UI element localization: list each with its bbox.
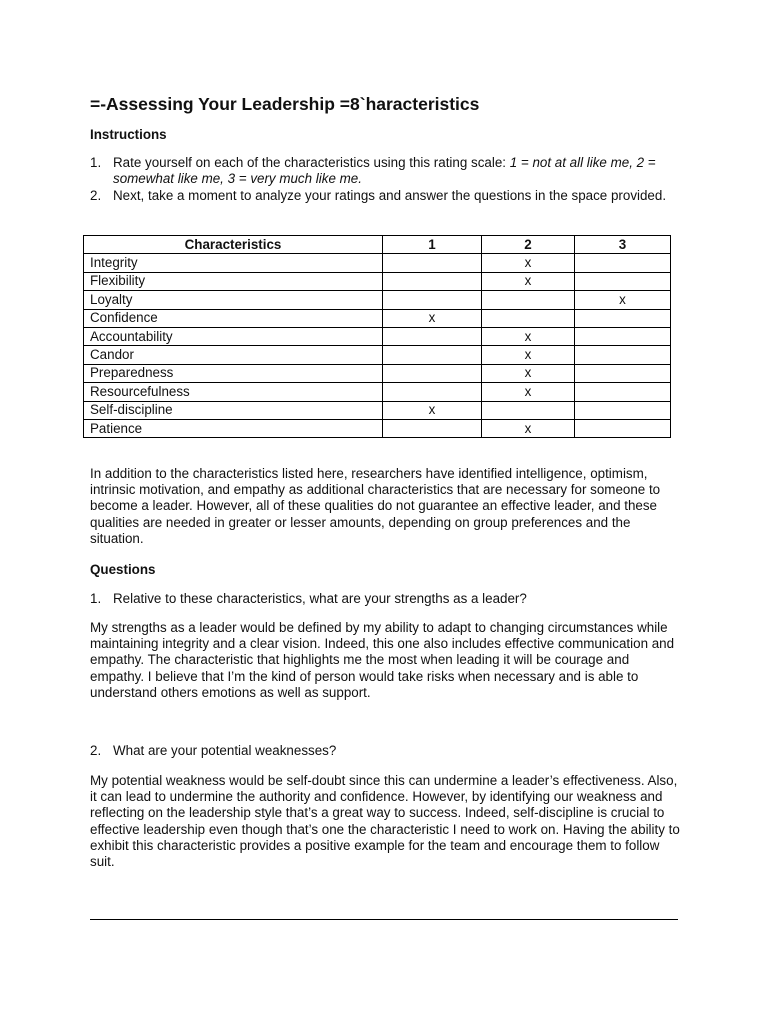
instructions-list (90, 155, 682, 206)
rating-cell-1: x (383, 309, 482, 327)
bottom-divider (90, 919, 678, 920)
characteristic-name: Confidence (84, 309, 383, 327)
question-item (90, 743, 682, 759)
rating-cell-3: x (575, 291, 671, 309)
table-row (84, 419, 671, 437)
instruction-item (90, 155, 682, 187)
table-row (84, 383, 671, 401)
column-header: 3 (575, 236, 671, 254)
rating-scale: 1 = not at all like me, 2 = somewhat like me, 3 = very much like me. (113, 155, 656, 187)
rating-cell-3 (575, 364, 671, 382)
rating-cell-2: x (482, 419, 575, 437)
instruction-number: 1. (90, 155, 102, 170)
questions-heading: Questions (90, 562, 156, 577)
question-1 (90, 591, 682, 608)
question-text: What are your potential weaknesses? (113, 743, 337, 758)
rating-cell-2: x (482, 346, 575, 364)
answer-1: My strengths as a leader would be defined by my ability to adapt to changing circumstances while maintaining integrity and a clear vision. Indeed, this one also includes effective communication and empathy. The characteristic that highlights me the most when leading it will be courage and empathy. I believe that I’m the kind of person would take risks when necessary and is able to understand others emotions as well as support. (90, 620, 675, 700)
column-header: Characteristics (84, 236, 383, 254)
rating-cell-3 (575, 327, 671, 345)
instructions-heading: Instructions (90, 127, 167, 142)
rating-cell-1 (383, 346, 482, 364)
rating-cell-2: x (482, 327, 575, 345)
rating-cell-2 (482, 309, 575, 327)
question-number: 1. (90, 591, 102, 606)
table-row (84, 346, 671, 364)
rating-cell-2: x (482, 254, 575, 272)
table-header-row (84, 236, 671, 254)
ratings-table (83, 235, 671, 438)
rating-cell-1 (383, 254, 482, 272)
rating-cell-2: x (482, 383, 575, 401)
table-row (84, 254, 671, 272)
rating-cell-3 (575, 419, 671, 437)
intro-paragraph: In addition to the characteristics listed here, researchers have identified intelligence, optimism, intrinsic motivation, and empathy as additional characteristics that are necessary for someone to become a leader. However, all of these qualities do not guarantee an effective leader, and these qualities are needed in greater or lesser amounts, depending on group preferences and the situation. (90, 466, 661, 546)
rating-cell-2: x (482, 364, 575, 382)
characteristic-name: Flexibility (84, 272, 383, 290)
rating-cell-1 (383, 327, 482, 345)
rating-cell-3 (575, 383, 671, 401)
table-row (84, 291, 671, 309)
rating-cell-3 (575, 401, 671, 419)
characteristic-name: Loyalty (84, 291, 383, 309)
question-text: Relative to these characteristics, what are your strengths as a leader? (113, 591, 527, 606)
rating-cell-2: x (482, 272, 575, 290)
answer-2: My potential weakness would be self-doubt since this can undermine a leader’s effectiveness. Also, it can lead to undermine the authority and confidence. However, by identifying our weakness and reflecting on the leadership style that’s a great way to success. Indeed, self-discipline is crucial to effective leadership even though that’s one the characteristic I need to work on. Having the ability to exhibit this characteristic provides a positive example for the team and encourage them to follow suit. (90, 773, 680, 870)
table-row (84, 309, 671, 327)
characteristic-name: Accountability (84, 327, 383, 345)
instruction-text: Next, take a moment to analyze your ratings and answer the questions in the space provided. (113, 188, 667, 204)
characteristic-name: Resourcefulness (84, 383, 383, 401)
column-header: 1 (383, 236, 482, 254)
table-row (84, 401, 671, 419)
table-row (84, 364, 671, 382)
table-row (84, 272, 671, 290)
rating-cell-1 (383, 383, 482, 401)
characteristic-name: Integrity (84, 254, 383, 272)
rating-cell-1 (383, 419, 482, 437)
characteristic-name: Patience (84, 419, 383, 437)
question-item (90, 591, 682, 607)
rating-cell-1 (383, 291, 482, 309)
characteristic-name: Candor (84, 346, 383, 364)
instruction-item (90, 188, 682, 204)
rating-cell-2 (482, 401, 575, 419)
rating-cell-1: x (383, 401, 482, 419)
characteristic-name: Self-discipline (84, 401, 383, 419)
table-row (84, 327, 671, 345)
rating-cell-1 (383, 364, 482, 382)
rating-cell-3 (575, 309, 671, 327)
instruction-text: Rate yourself on each of the characteristics using this rating scale: (113, 155, 506, 170)
rating-cell-3 (575, 254, 671, 272)
rating-cell-3 (575, 346, 671, 364)
column-header: 2 (482, 236, 575, 254)
characteristic-name: Preparedness (84, 364, 383, 382)
question-2 (90, 743, 682, 760)
rating-cell-3 (575, 272, 671, 290)
rating-cell-1 (383, 272, 482, 290)
instruction-number: 2. (90, 188, 102, 204)
question-number: 2. (90, 743, 102, 758)
rating-cell-2 (482, 291, 575, 309)
page-title: =-Assessing Your Leadership =8`haracteristics (90, 94, 480, 114)
